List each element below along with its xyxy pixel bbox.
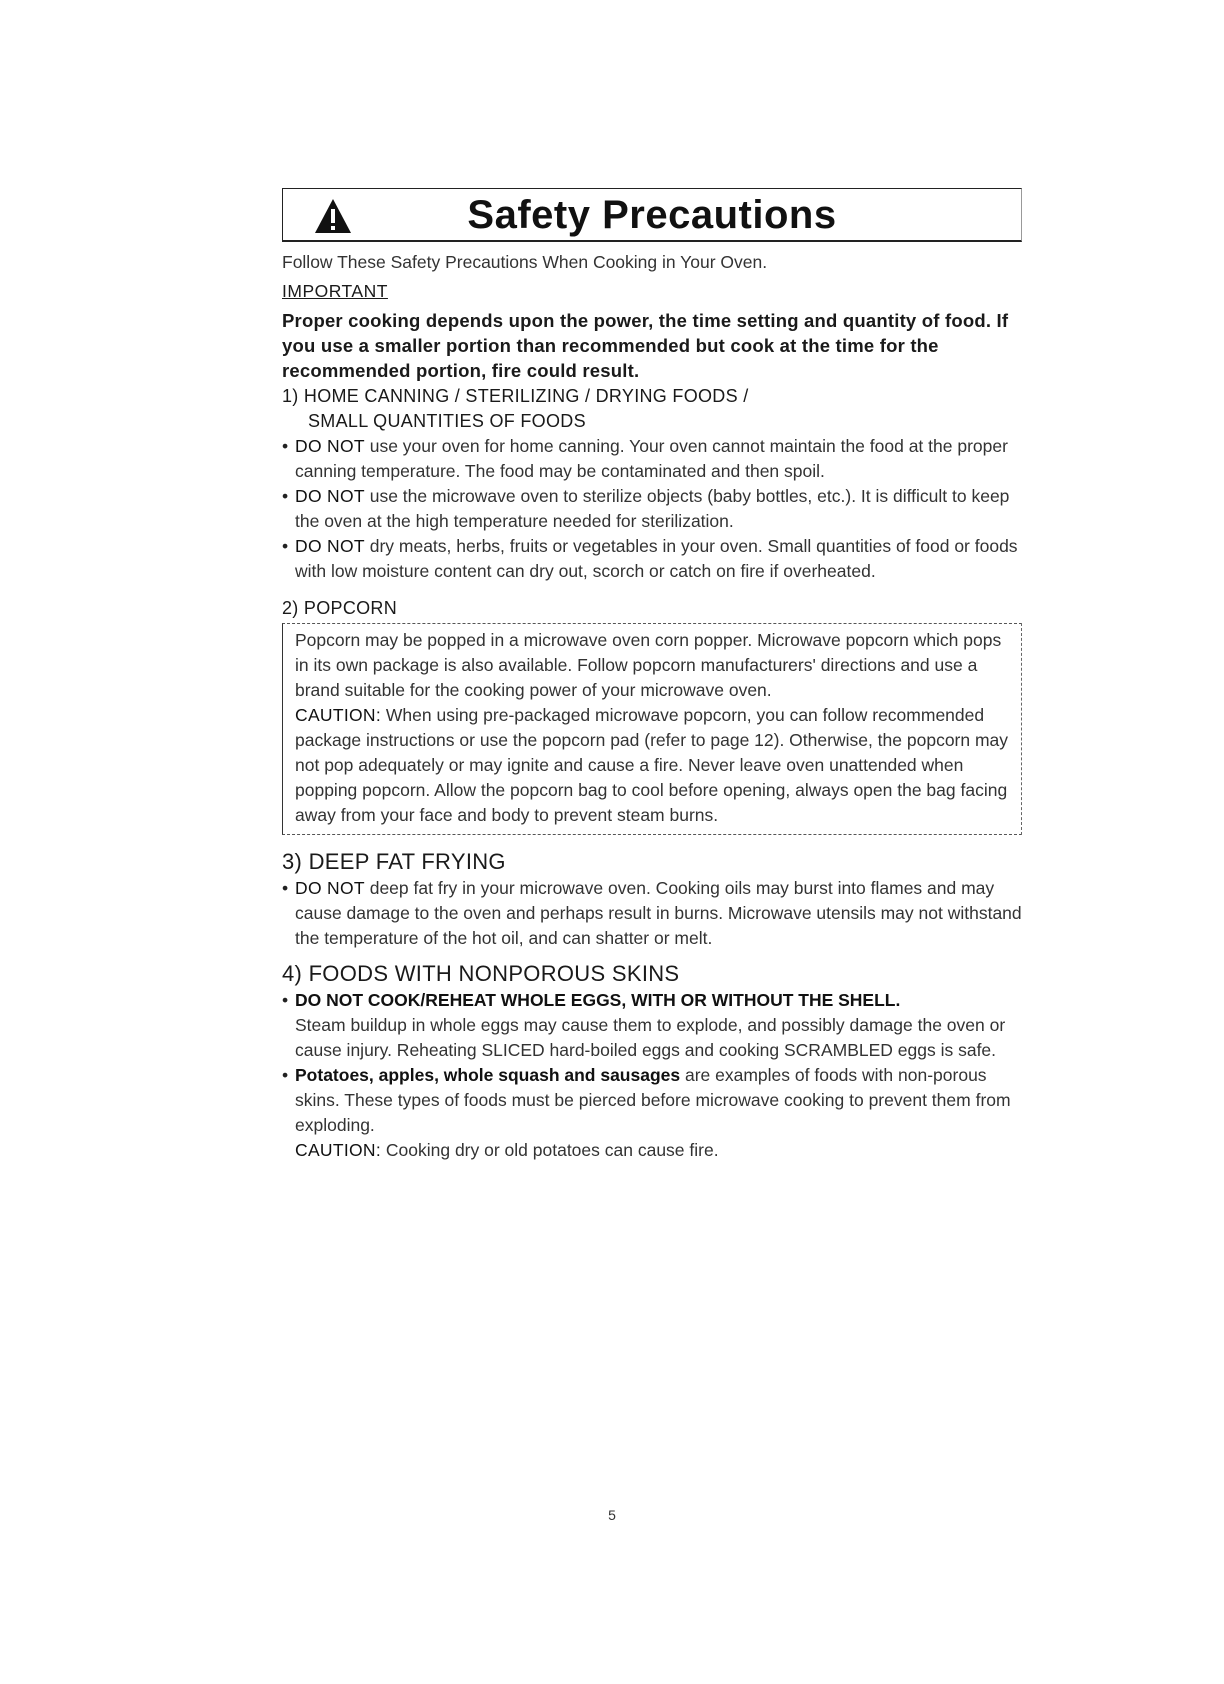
nonporous-foods-label: Potatoes, apples, whole squash and sausages — [295, 1065, 681, 1085]
popcorn-box — [282, 623, 1022, 835]
do-not-label: DO NOT — [295, 436, 365, 456]
bullet-text: Steam buildup in whole eggs may cause them to explode, and possibly damage the oven or cause injury. Reheating SLICED hard-boiled eggs and cooking SCRAMBLED eggs is safe. — [295, 1015, 1006, 1060]
do-not-label: DO NOT — [295, 536, 365, 556]
list-item — [282, 534, 1022, 584]
popcorn-caution — [295, 703, 1009, 828]
caution-label: CAUTION: — [295, 705, 382, 725]
bullet-text: use your oven for home canning. Your oven cannot maintain the food at the proper canning temperature. The food may be contaminated and then spoil. — [295, 436, 1008, 481]
section-1-heading — [282, 384, 1022, 434]
section-3-bullets — [282, 876, 1022, 951]
caution-text: Cooking dry or old potatoes can cause fire. — [381, 1140, 719, 1160]
section-1-bullets — [282, 434, 1022, 584]
important-text: Proper cooking depends upon the power, the time setting and quantity of food. If you use a smaller portion than recommended but cook at the time for the recommended portion, fire could result. — [282, 310, 1009, 381]
section-1-heading-line1: 1) HOME CANNING / STERILIZING / DRYING FOODS / — [282, 386, 749, 406]
bullet-text: dry meats, herbs, fruits or vegetables in your oven. Small quantities of food or foods with low moisture content can dry out, scorch or catch on fire if overheated. — [295, 536, 1018, 581]
section-1-heading-line2: SMALL QUANTITIES OF FOODS — [308, 411, 586, 431]
section-4-bullets — [282, 988, 1022, 1163]
do-not-label: DO NOT — [295, 878, 365, 898]
list-item — [282, 434, 1022, 484]
content — [282, 250, 1022, 1163]
page-title: Safety Precautions — [467, 193, 837, 237]
section-3-heading: 3) DEEP FAT FRYING — [282, 849, 506, 874]
caution-text: When using pre-packaged microwave popcorn, you can follow recommended package instructions or use the popcorn pad (refer to page 12). Otherwise, the popcorn may not pop adequately or may ignite and cause a fire. Never leave oven unattended when popping popcorn. Allow the popcorn bag to cool before opening, always open the bag facing away from your face and body to prevent steam burns. — [295, 705, 1009, 825]
page-number: 5 — [608, 1507, 616, 1523]
list-item — [282, 1063, 1022, 1163]
list-item — [282, 876, 1022, 951]
list-item — [282, 988, 1022, 1063]
list-item — [282, 484, 1022, 534]
popcorn-paragraph: Popcorn may be popped in a microwave oven corn popper. Microwave popcorn which pops in its own package is also available. Follow popcorn manufacturers' directions and use a brand suitable for the cooking power of your microwave oven. — [295, 630, 1002, 700]
title-box — [282, 188, 1022, 242]
important-label: IMPORTANT — [282, 281, 388, 301]
bullet-text: deep fat fry in your microwave oven. Cooking oils may burst into flames and may cause damage to the oven and perhaps result in burns. Microwave utensils may not withstand the temperature of the hot oil, and can shatter or melt. — [295, 878, 1022, 948]
section-2-heading: 2) POPCORN — [282, 598, 398, 618]
bullet-text: are examples of foods with non-porous skins. These types of foods must be pierced before microwave cooking to prevent them from exploding. — [295, 1065, 1011, 1135]
section-4-heading: 4) FOODS WITH NONPOROUS SKINS — [282, 961, 680, 986]
caution-label: CAUTION: — [295, 1140, 382, 1160]
bullet-text: use the microwave oven to sterilize objects (baby bottles, etc.). It is difficult to keep the oven at the high temperature needed for sterilization. — [295, 486, 1010, 531]
eggs-warning: DO NOT COOK/REHEAT WHOLE EGGS, WITH OR WITHOUT THE SHELL. — [295, 990, 901, 1010]
do-not-label: DO NOT — [295, 486, 365, 506]
intro-text: Follow These Safety Precautions When Cooking in Your Oven. — [282, 252, 768, 272]
